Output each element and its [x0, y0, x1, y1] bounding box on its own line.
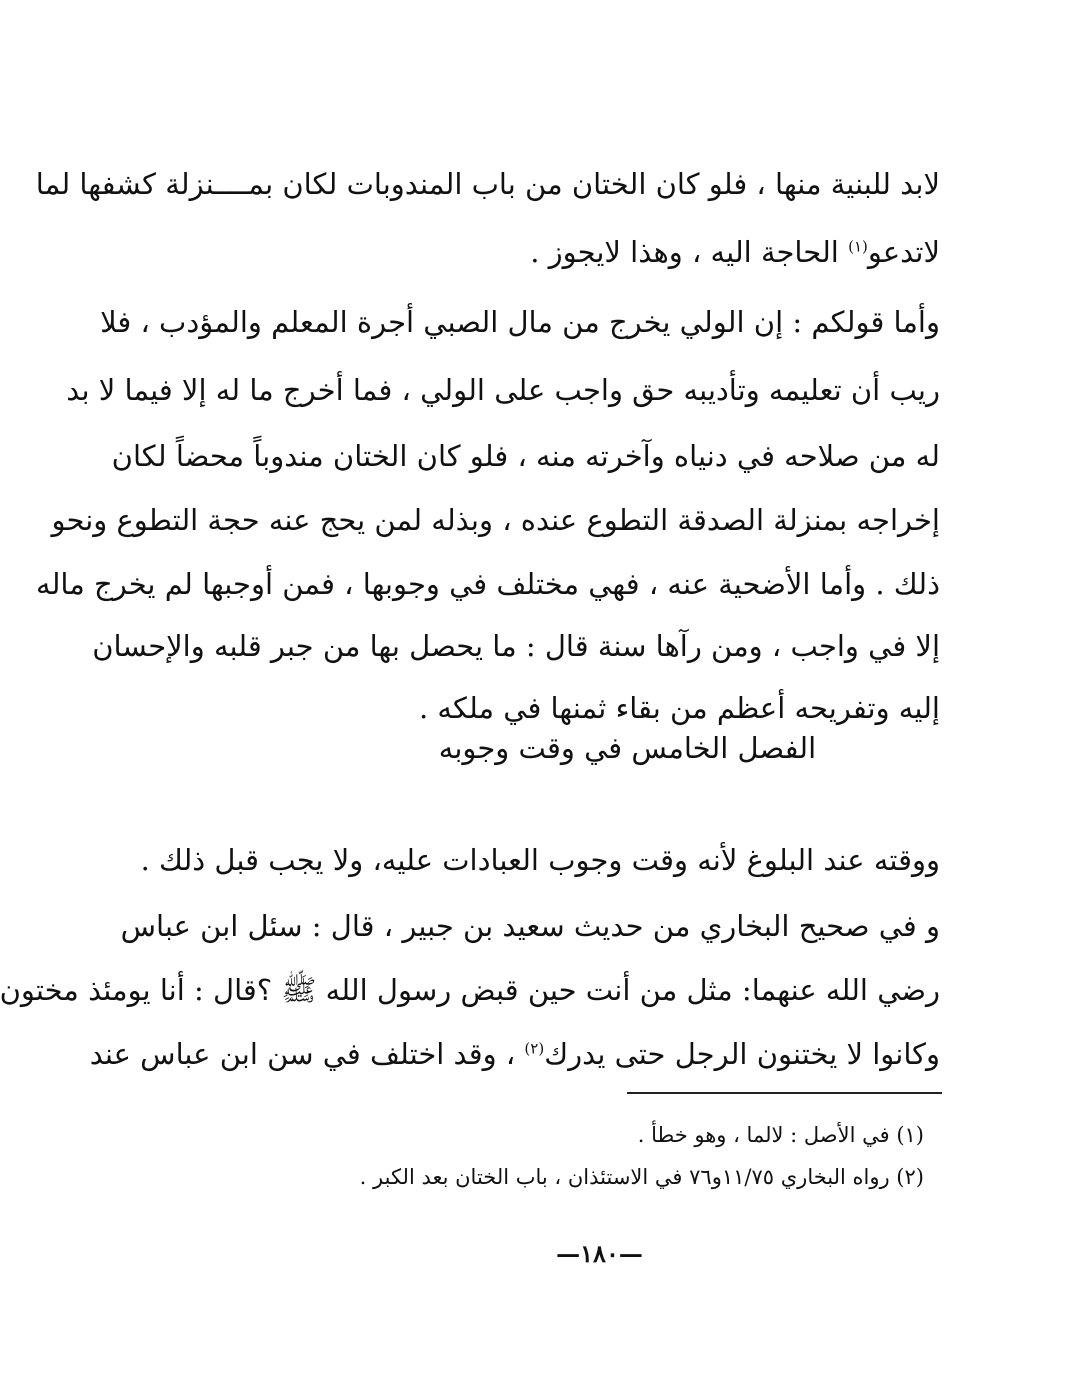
- footnote-2: (٢) رواه البخاري ١١/٧٥و٧٦ في الاستئذان ، باب الختان بعد الكبر .: [359, 1165, 924, 1189]
- body-text-line: و في صحيح البخاري من حديث سعيد بن جبير ، قال : سئل ابن عباس: [120, 909, 940, 943]
- body-text-line: [89, 1034, 940, 1074]
- footnote-reference: (٢): [524, 1039, 545, 1058]
- body-text-line: إخراجه بمنزلة الصدقة التطوع عنده ، وبذله لمن يحج عنه حجة التطوع ونحو: [51, 503, 940, 537]
- footnote-1: (١) في الأصل : لالما ، وهو خطأ .: [637, 1123, 924, 1147]
- body-text-line: [228, 232, 940, 272]
- section-heading: الفصل الخامس في وقت وجوبه: [438, 731, 817, 765]
- body-text-line: له من صلاحه في دنياه وآخرته منه ، فلو كان الختان مندوباً محضاً لكان: [111, 439, 940, 473]
- body-text-segment: الحاجة اليه ، وهذا لايجوز .: [530, 235, 849, 269]
- body-text-segment: ، وقد اختلف في سن ابن عباس عند: [89, 1037, 525, 1071]
- body-text-line: وأما قولكم : إن الولي يخرج من مال الصبي أجرة المعلم والمؤدب ، فلا: [100, 305, 940, 339]
- body-text-line: إلا في واجب ، ومن رآها سنة قال : ما يحصل بها من جبر قلبه والإحسان: [92, 629, 940, 663]
- body-text-segment: لاتدعو: [867, 235, 940, 269]
- footnote-separator: [627, 1092, 942, 1094]
- body-text-line: ريب أن تعليمه وتأديبه حق واجب على الولي ، فما أخرج ما له إلا فيما لا بد: [66, 373, 940, 407]
- body-text-line: ذلك . وأما الأضحية عنه ، فهي مختلف في وجوبها ، فمن أوجبها لم يخرج ماله: [36, 567, 940, 601]
- footnote-reference: (١): [848, 237, 868, 256]
- body-text-segment: وكانوا لا يختنون الرجل حتى يدرك: [544, 1037, 940, 1071]
- body-text-line: رضي الله عنهما: مثل من أنت حين قبض رسول الله ﷺ ؟قال : أنا يومئذ مختون: [0, 973, 940, 1007]
- body-text-line: لابد للبنية منها ، فلو كان الختان من باب المندوبات لكان بمــــنزلة كشفها لما: [35, 167, 940, 201]
- body-text-line: إليه وتفريحه أعظم من بقاء ثمنها في ملكه .: [418, 691, 940, 725]
- body-text-line: ووقته عند البلوغ لأنه وقت وجوب العبادات عليه، ولا يجب قبل ذلك .: [140, 843, 940, 877]
- page-number: —١٨٠—: [556, 1239, 643, 1268]
